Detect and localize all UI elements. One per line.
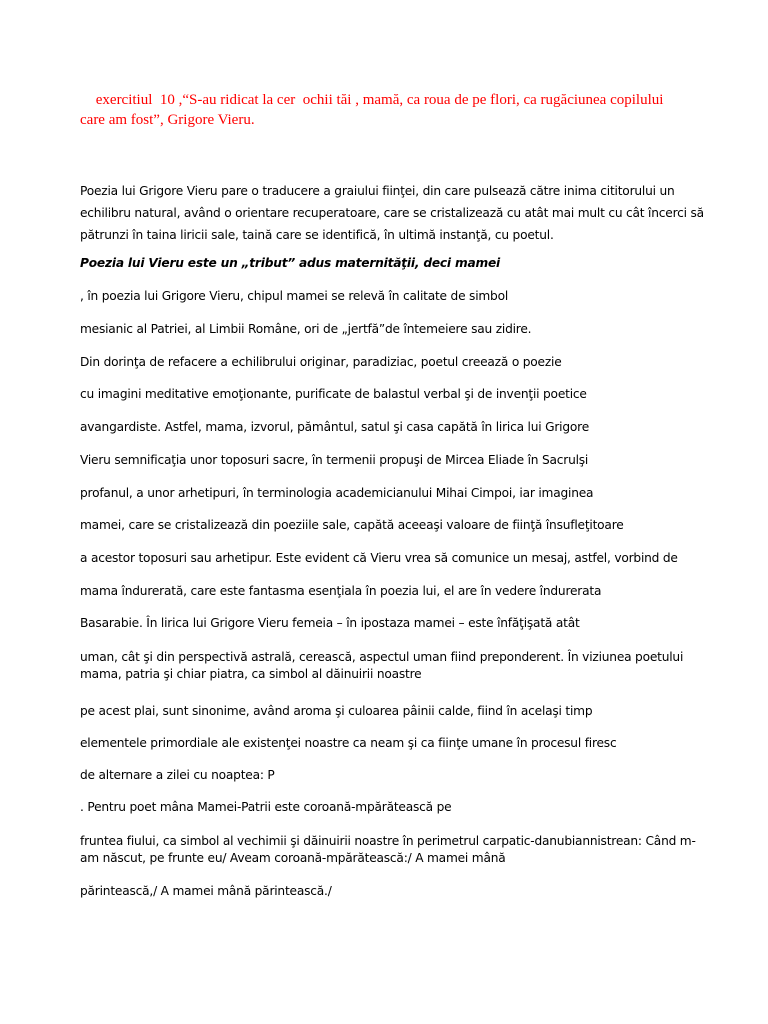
intro-line: echilibru natural, având o orientare recuperatoare, care se cristalizează cu atât mai mult cu cât încerci să xyxy=(80,206,704,220)
exercise-heading-line-2: care am fost”, Grigore Vieru. xyxy=(80,112,255,128)
body-line: a acestor toposuri sau arhetipur. Este evident că Vieru vrea să comunice un mesaj, astfel, vorbind de xyxy=(80,551,678,565)
body-line: mamei, care se cristalizează din poeziile sale, capătă aceeaşi valoare de fiinţă însufleţitoare xyxy=(80,518,624,532)
exercise-heading xyxy=(80,90,692,130)
body-line: mesianic al Patriei, al Limbii Române, ori de „jertfă”de întemeiere sau zidire. xyxy=(80,322,532,336)
section-subheading: Poezia lui Vieru este un „tribut” adus maternităţii, deci mamei xyxy=(80,256,501,270)
body-line: Din dorinţa de refacere a echilibrului originar, paradiziac, poetul creează o poezie xyxy=(80,355,562,369)
body-line: părintească,/ A mamei mână părintească./ xyxy=(80,884,332,898)
body-line: am născut, pe frunte eu/ Aveam coroană-mpărătească:/ A mamei mână xyxy=(80,851,506,865)
body-line: avangardiste. Astfel, mama, izvorul, pământul, satul şi casa capătă în lirica lui Grigore xyxy=(80,420,590,434)
body-line: uman, cât şi din perspectivă astrală, cerească, aspectul uman fiind preponderent. În viziunea poetului xyxy=(80,650,684,664)
body-line: elementele primordiale ale existenţei noastre ca neam şi ca fiinţe umane în procesul firesc xyxy=(80,736,617,750)
body-line: mama, patria şi chiar piatra, ca simbol al dăinuirii noastre xyxy=(80,667,422,681)
body-line: Basarabie. În lirica lui Grigore Vieru femeia – în ipostaza mamei – este înfăţişată atât xyxy=(80,616,580,630)
intro-line: pătrunzi în taina liricii sale, taină care se identifică, în ultimă instanţă, cu poetul. xyxy=(80,228,554,242)
body-line: . Pentru poet mâna Mamei-Patrii este coroană-mpărătească pe xyxy=(80,800,452,814)
body-line: , în poezia lui Grigore Vieru, chipul mamei se relevă în calitate de simbol xyxy=(80,289,509,303)
intro-line: Poezia lui Grigore Vieru pare o traducere a graiului fiinţei, din care pulsează către inima cititorului un xyxy=(80,184,675,198)
body-line: cu imagini meditative emoţionante, purificate de balastul verbal şi de invenţii poetice xyxy=(80,387,587,401)
body-line: pe acest plai, sunt sinonime, având aroma şi culoarea pâinii calde, fiind în acelaşi timp xyxy=(80,704,593,718)
body-line: mama îndurerată, care este fantasma esenţiala în poezia lui, el are în vedere îndurerata xyxy=(80,584,602,598)
exercise-heading-line-1: exercitiul 10 ,“S-au ridicat la cer ochii tăi , mamă, ca roua de pe flori, ca rugăciunea copilului xyxy=(92,92,664,108)
body-line: fruntea fiului, ca simbol al vechimii şi dăinuirii noastre în perimetrul carpatic-danubiannistrean: Când m- xyxy=(80,834,696,848)
body-line: profanul, a unor arhetipuri, în terminologia academicianului Mihai Cimpoi, iar imaginea xyxy=(80,486,594,500)
body-line: Vieru semnificaţia unor toposuri sacre, în termenii propuşi de Mircea Eliade în Sacrulşi xyxy=(80,453,589,467)
body-line: de alternare a zilei cu noaptea: P xyxy=(80,768,275,782)
